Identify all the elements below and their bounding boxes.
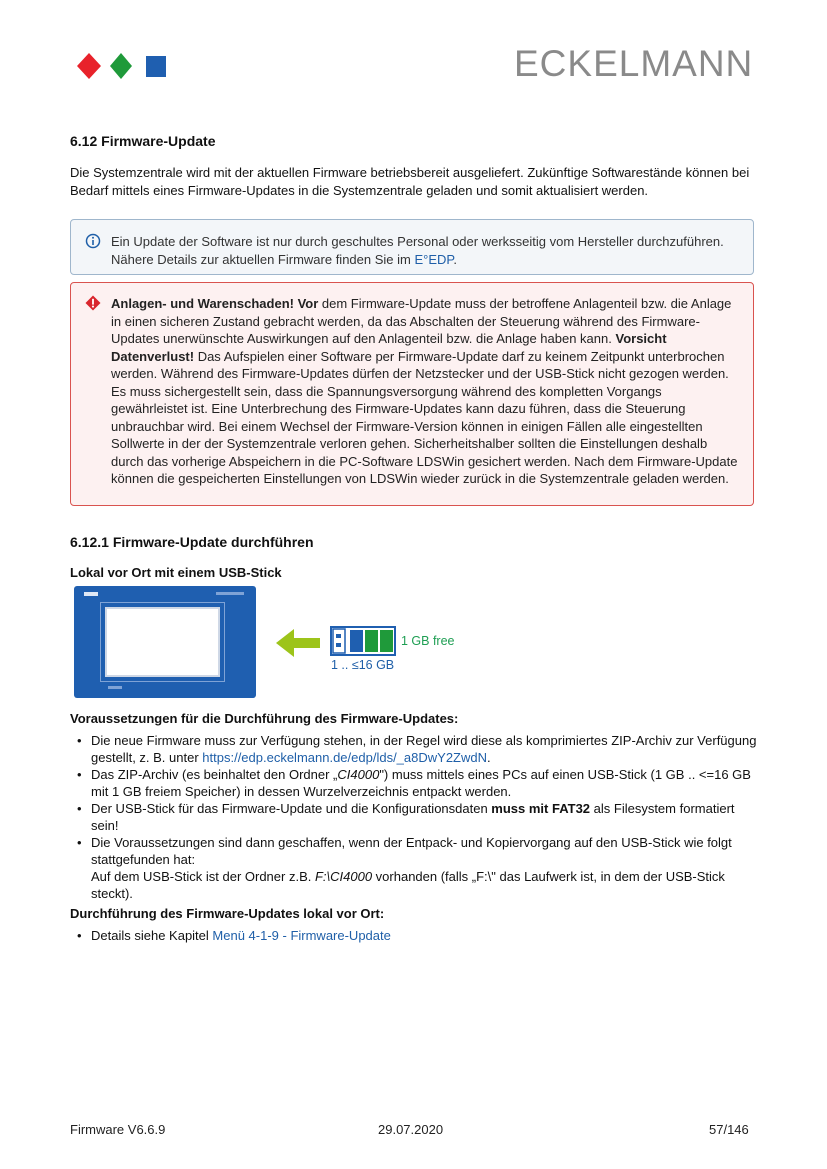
usb-free-label: 1 GB free <box>401 634 455 648</box>
prereq-1-end: . <box>487 750 491 765</box>
device-logo-mark <box>84 592 98 596</box>
exec-list <box>70 927 760 944</box>
system-central-device <box>74 586 256 698</box>
prereq-2-text: Das ZIP-Archiv (es beinhaltet den Ordner „ <box>91 767 338 782</box>
prereq-3-end: als Filesystem formatiert sein! <box>91 801 735 833</box>
warning-box <box>70 282 754 506</box>
prereq-4-text: Die Voraussetzungen sind dann geschaffen, wenn der Entpack- und Kopiervorgang auf den USB-Stick wie folgt stattgefunden hat: <box>91 835 732 867</box>
warning-bold-2: Vorsicht Datenverlust! <box>111 331 667 364</box>
info-text <box>111 233 741 268</box>
prereq-4-folder: F:\CI4000 <box>314 869 373 884</box>
list-item <box>70 766 760 800</box>
info-icon <box>85 233 101 249</box>
prereq-3-text: Der USB-Stick für das Firmware-Update und die Konfigurationsdaten <box>91 801 492 816</box>
footer-page-number: 57/146 <box>709 1122 749 1137</box>
usb-stick-icon <box>330 626 396 656</box>
list-item <box>70 732 760 766</box>
prereq-3-bold: muss mit FAT32 <box>491 801 591 816</box>
warning-text <box>111 295 741 488</box>
exec-text: Details siehe Kapitel <box>91 928 213 943</box>
usb-size-label: 1 .. ≤16 GB <box>331 658 395 672</box>
eckelmann-logo-icon <box>76 51 168 81</box>
prereq-heading: Voraussetzungen für die Durchführung des Firmware-Updates: <box>70 711 459 726</box>
warning-icon <box>85 295 101 311</box>
footer-version: Firmware V6.6.9 <box>70 1122 166 1137</box>
list-item <box>70 800 760 834</box>
footer-date: 29.07.2020 <box>378 1122 444 1137</box>
warning-text-1: dem Firmware-Update muss der betroffene Anlagenteil bzw. die Anlage in einen sicheren Zustand gebracht werden, da das Abschalten der Steuerung während des Firmware-Updates unerwünschte Auswirkungen auf den Anlagenteil bzw. die Anlage haben kann. <box>111 296 732 346</box>
info-text-body: Ein Update der Software ist nur durch geschultes Personal oder werksseitig vom Hersteller durchzuführen. Nähere Details zur aktuellen Firmware finden Sie im <box>111 234 724 267</box>
subsection-title: 6.12.1 Firmware-Update durchführen <box>70 534 314 550</box>
warning-text-2: Das Aufspielen einer Software per Firmware-Update darf zu keinem Zeitpunkt unterbrochen werden. Während des Firmware-Updates dürfen der Netzstecker und der USB-Stick nicht gezogen werden. Es muss sichergestellt sein, dass die Spannungsversorgung während des kompletten Vorgangs gewährleistet ist. Eine Unterbrechung des Firmware-Updates kann dazu führen, dass die Steuerung unbrauchbar wird. Bei einem Wechsel der Firmware-Version können in einigen Fällen alle eingestellten Sollwerte in der der Systemzentrale verloren gehen. Sicherheitshalber sollten die Einstellungen deshalb durch das vorherige Abspeichern in die PC-Software LDSWin gesichert werden. Nach dem Firmware-Update können die gespeicherten Einstellungen von LDSWin wieder zurück in die Systemzentrale geladen werden. <box>111 348 738 486</box>
list-item <box>70 927 760 944</box>
prereq-4-text-2: Auf dem USB-Stick ist der Ordner z.B. <box>91 869 315 884</box>
menu-firmware-update-link[interactable]: Menü 4-1-9 - Firmware-Update <box>212 928 391 943</box>
list-item <box>70 834 760 902</box>
insert-arrow-icon <box>276 628 320 658</box>
exec-heading: Durchführung des Firmware-Updates lokal vor Ort: <box>70 906 385 921</box>
prereq-1-text: Die neue Firmware muss zur Verfügung stehen, in der Regel wird diese als komprimiertes ZIP-Archiv zur Verfügung gestellt, z. B. unter <box>91 733 757 765</box>
prereq-2-folder: CI4000 <box>337 767 380 782</box>
brand-name: ECKELMANN <box>514 43 754 84</box>
info-box <box>70 219 754 275</box>
warning-bold-1: Anlagen- und Warenschaden! Vor <box>111 296 319 311</box>
device-label-mark <box>108 686 122 689</box>
prereq-list <box>70 732 760 902</box>
info-text-end: . <box>453 251 458 267</box>
prereq-2-end: ") muss mittels eines PCs auf einen USB-Stick (1 GB .. <=16 GB mit 1 GB freiem Speicher) in dessen Wurzelverzeichnis entpackt werden. <box>91 767 751 799</box>
edp-link[interactable]: E°EDP <box>414 251 454 267</box>
local-usb-heading: Lokal vor Ort mit einem USB-Stick <box>70 565 282 580</box>
firmware-download-link[interactable]: https://edp.eckelmann.de/edp/lds/_a8DwY2ZwdN <box>202 750 487 765</box>
section-title: 6.12 Firmware-Update <box>70 133 216 149</box>
device-brand-mark <box>216 592 244 595</box>
device-screen <box>105 607 220 677</box>
prereq-4-end: vorhanden (falls „F:\" das Laufwerk ist, in dem der USB-Stick steckt). <box>91 869 725 901</box>
intro-paragraph: Die Systemzentrale wird mit der aktuellen Firmware betriebsbereit ausgeliefert. Zukünftige Softwarestände können bei Bedarf mittels eines Firmware-Updates in die Systemzentrale geladen und somit aktualisiert werden. <box>70 165 750 198</box>
